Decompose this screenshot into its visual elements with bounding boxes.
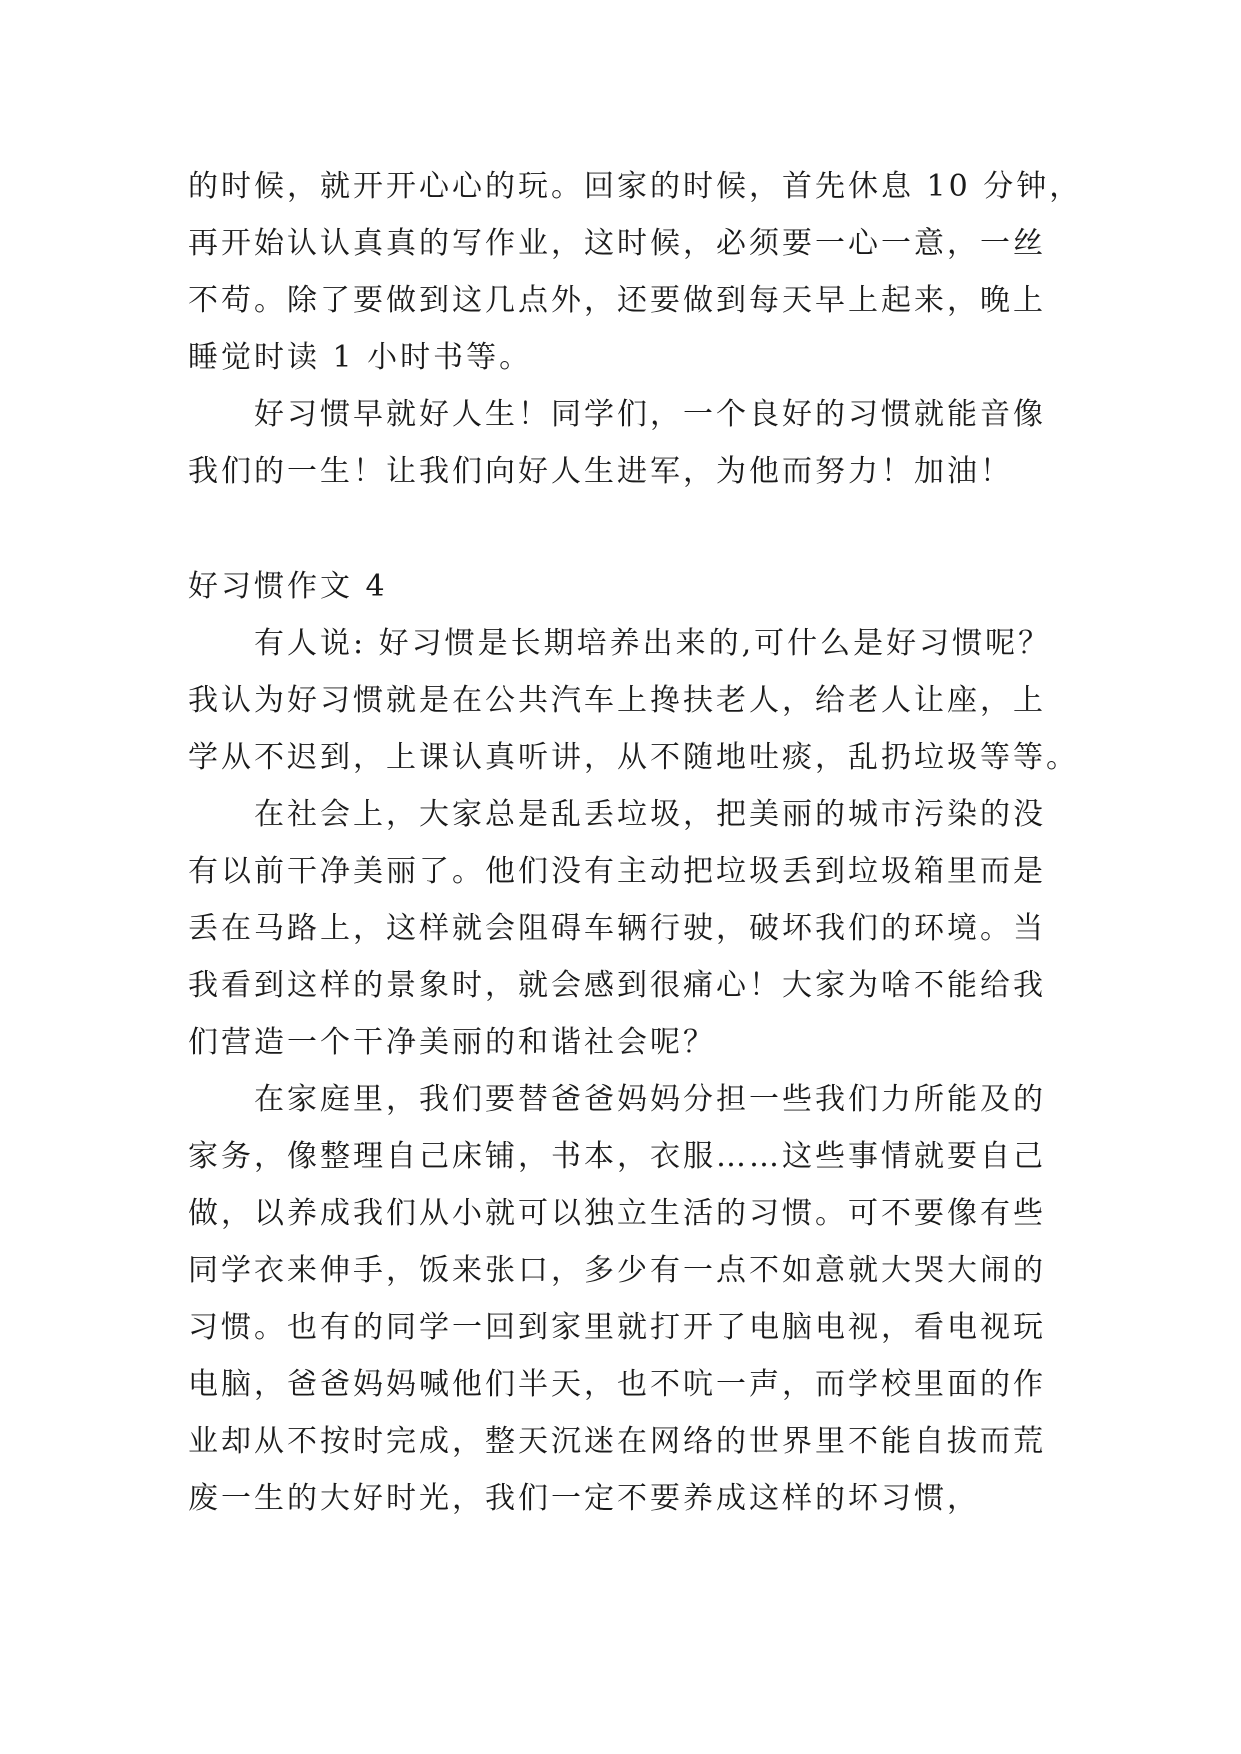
text-line: 丢在马路上，这样就会阻碍车辆行驶，破坏我们的环境。当 [188, 911, 1046, 946]
paragraph-start-line: 好习惯早就好人生！同学们，一个良好的习惯就能音像 [254, 397, 1046, 432]
text-line: 不苟。除了要做到这几点外，还要做到每天早上起来，晚上 [188, 283, 1046, 318]
text-line: 我们的一生！让我们向好人生进军，为他而努力！加油！ [188, 454, 1013, 489]
text-line: 习惯。也有的同学一回到家里就打开了电脑电视，看电视玩 [188, 1310, 1046, 1345]
text-line: 的时候，就开开心心的玩。回家的时候，首先休息 10 分钟， [188, 169, 1083, 204]
paragraph-start-line: 在家庭里，我们要替爸爸妈妈分担一些我们力所能及的 [254, 1082, 1046, 1117]
document-body [188, 158, 1083, 1527]
text-line: 我认为好习惯就是在公共汽车上搀扶老人，给老人让座，上 [188, 683, 1046, 718]
text-line: 再开始认认真真的写作业，这时候，必须要一心一意，一丝 [188, 226, 1046, 261]
text-line: 业却从不按时完成，整天沉迷在网络的世界里不能自拔而荒 [188, 1424, 1046, 1459]
text-line: 我看到这样的景象时，就会感到很痛心！大家为啥不能给我 [188, 968, 1046, 1003]
text-line: 们营造一个干净美丽的和谐社会呢？ [188, 1025, 716, 1060]
text-line: 家务，像整理自己床铺，书本，衣服……这些事情就要自己 [188, 1139, 1046, 1174]
text-line: 睡觉时读 1 小时书等。 [188, 340, 533, 375]
text-line: 废一生的大好时光，我们一定不要养成这样的坏习惯， [188, 1481, 980, 1516]
paragraph-start-line: 在社会上，大家总是乱丢垃圾，把美丽的城市污染的没 [254, 797, 1046, 832]
section-title: 好习惯作文 4 [188, 569, 388, 604]
paragraph-start-line: 有人说: 好习惯是长期培养出来的,可什么是好习惯呢？ [254, 626, 1052, 661]
text-line: 学从不迟到，上课认真听讲，从不随地吐痰，乱扔垃圾等等。 [188, 740, 1079, 775]
text-line: 电脑，爸爸妈妈喊他们半天，也不吭一声，而学校里面的作 [188, 1367, 1046, 1402]
text-line: 有以前干净美丽了。他们没有主动把垃圾丢到垃圾箱里而是 [188, 854, 1046, 889]
text-line: 做，以养成我们从小就可以独立生活的习惯。可不要像有些 [188, 1196, 1046, 1231]
text-line: 同学衣来伸手，饭来张口，多少有一点不如意就大哭大闹的 [188, 1253, 1046, 1288]
